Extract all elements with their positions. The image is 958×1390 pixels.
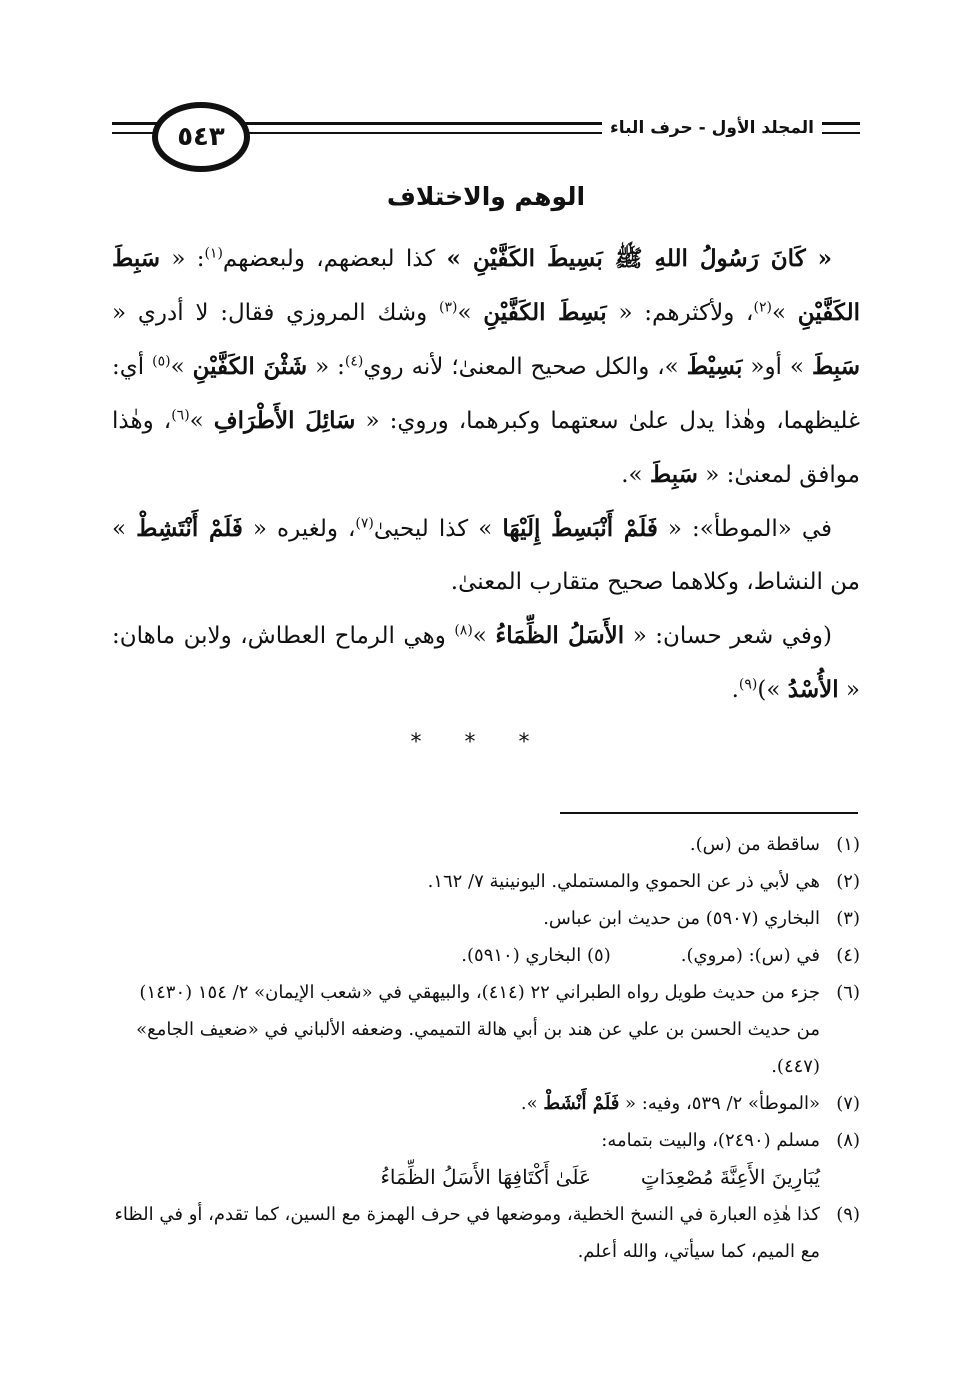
running-head: المجلد الأول - حرف الباء <box>602 118 822 138</box>
footnote-number: (٣) <box>836 908 860 929</box>
footnote-7 <box>112 1085 860 1122</box>
text: ، وهٰذا موافق لمعنىٰ: « <box>112 408 860 488</box>
footnote-number: (٦) <box>836 982 860 1003</box>
footnote-8 <box>112 1122 860 1196</box>
footnote-2 <box>112 863 860 900</box>
text: ») <box>757 677 788 703</box>
section-title: الوهم والاختلاف <box>386 182 586 211</box>
footnote-5 <box>461 937 610 974</box>
footnote-text: البخاري (٥٩٠٧) من حديث ابن عباس. <box>543 908 820 929</box>
quote: فَلَمْ أَنْتَشِطْ <box>136 515 243 542</box>
quote: سَبِطَ <box>649 461 698 488</box>
text: أي: غليظهما، وهٰذا يدل علىٰ سعتهما وكبرهما، وروي: « <box>112 354 861 434</box>
quote: سَائِلَ الأَطْرَافِ <box>213 407 356 434</box>
quote: بَسِطَ الكَفَّيْنِ <box>483 299 607 326</box>
quote: سَبِطَ <box>811 353 860 380</box>
main-text <box>112 232 860 717</box>
header-rule-left-top <box>112 122 158 125</box>
footnote-4-5 <box>112 937 860 974</box>
footnote-9 <box>112 1196 860 1270</box>
footnote-ref-7: (٧) <box>355 515 374 532</box>
text: : « <box>160 246 205 272</box>
footnote-1 <box>112 826 860 863</box>
text: » كذا ليحيىٰ <box>373 516 503 542</box>
footnote-ref-9: (٩) <box>738 676 758 693</box>
text: » <box>189 408 214 434</box>
paragraph-3 <box>112 609 860 717</box>
text: . <box>731 677 739 703</box>
footnote-number: (٤) <box>836 945 860 966</box>
footnote-3 <box>112 900 860 937</box>
footnote-text: مسلم (٢٤٩٠)، والبيت بتمامه: <box>601 1130 820 1151</box>
footnote-text: هي لأبي ذر عن الحموي والمستملي. اليونينية ٧/ ١٦٢. <box>427 871 820 892</box>
footnote-number: (١) <box>836 834 860 855</box>
footnotes <box>112 826 860 1270</box>
quote: « كَانَ رَسُولُ اللهِ ﷺ بَسِيطَ الكَفَّيْنِ » <box>446 245 832 272</box>
footnote-ref-6: (٦) <box>171 407 190 424</box>
text: » أو« <box>742 354 812 380</box>
footnote-4-text: في (س): (مروي). <box>680 945 820 966</box>
text: ». <box>621 462 650 488</box>
footnote-number: (٨) <box>836 1130 860 1151</box>
text: ، ولأكثرهم: « <box>606 300 754 326</box>
text: » <box>472 623 496 649</box>
footnote-quote: فَلَمْ أَنْشَطْ <box>543 1093 620 1114</box>
text: (وفي شعر حسان: « <box>624 623 832 649</box>
footnote-text: ». <box>520 1093 544 1114</box>
footnote-6 <box>112 974 860 1085</box>
footnote-number: (٧) <box>836 1093 860 1114</box>
text: »، والكل صحيح المعنىٰ؛ لأنه روي <box>363 354 687 380</box>
quote: سَبِطَ الكَفَّيْنِ <box>112 245 860 326</box>
footnote-ref-4: (٤) <box>344 353 364 370</box>
footnote-text: ساقطة من (س). <box>689 834 820 855</box>
footnote-text: كذا هٰذِه العبارة في النسخ الخطية، وموضعها في حرف الهمزة مع السين، كما تقدم، أو في الظاء مع الميم، كما سيأتي، والله أعلم. <box>114 1204 820 1262</box>
text: في «الموطأ»: « <box>657 516 832 542</box>
quote: فَلَمْ أَنْبَسِطْ إِلَيْهَا <box>502 515 658 542</box>
footnote-text: جزء من حديث طويل رواه الطبراني ٢٢ (٤١٤)، والبيهقي في «شعب الإيمان» ٢/ ١٥٤ (١٤٣٠) من حديث الحسن بن علي عن هند بن أبي هالة التميمي. وضعفه الألباني في «ضعيف الجامع» (٤٤٧). <box>136 982 820 1077</box>
paragraph-2 <box>112 502 860 609</box>
text: ، ولغيره « <box>242 516 356 542</box>
section-separator: * * * <box>410 730 548 755</box>
text: » <box>170 354 193 380</box>
text: وشك المروزي فقال: لا أدري « <box>112 300 439 326</box>
text: كذا لبعضهم، ولبعضهم <box>222 246 447 272</box>
verse-hemistich-2: عَلَىٰ أَكْتَافِهَا الأَسَلُ الظِّمَاءُ <box>380 1165 591 1189</box>
footnote-ref-2: (٢) <box>753 299 772 316</box>
paragraph-1 <box>112 232 860 502</box>
text: » <box>457 300 484 326</box>
footnote-ref-8: (٨) <box>454 622 473 639</box>
quote: الأَسَلُ الظِّمَاءُ <box>495 622 625 649</box>
quote: بَسِيْطَ <box>686 353 743 380</box>
footnote-5-text: البخاري (٥٩١٠). <box>461 945 582 966</box>
footnote-number: (٢) <box>836 871 860 892</box>
footnote-ref-1: (١) <box>204 245 223 262</box>
footnote-text: «الموطأ» ٢/ ٥٣٩، وفيه: « <box>619 1093 820 1114</box>
page-number: ٥٤٣ <box>152 102 250 172</box>
footnote-number: (٩) <box>836 1204 860 1225</box>
text: » <box>771 300 798 326</box>
footnote-number: (٥) <box>587 945 611 966</box>
text: : « <box>307 354 345 380</box>
quote: شَثْنَ الكَفَّيْنِ <box>192 353 308 380</box>
page-header <box>112 100 860 180</box>
footnote-ref-5: (٥) <box>152 353 171 370</box>
verse-hemistich-1: يُبَارِينَ الأَعِنَّةَ مُصْعِدَاتٍ <box>640 1165 820 1189</box>
header-rule-left-bottom <box>112 132 158 134</box>
text: » من النشاط، وكلاهما صحيح متقارب المعنىٰ. <box>112 516 860 595</box>
footnote-ref-3: (٣) <box>438 299 458 316</box>
poem-verse <box>112 1159 820 1196</box>
footnote-divider <box>560 812 858 814</box>
quote: الأُسْدُ <box>787 676 839 703</box>
text: وهي الرماح العطاش، ولابن ماهان: « <box>112 623 860 703</box>
